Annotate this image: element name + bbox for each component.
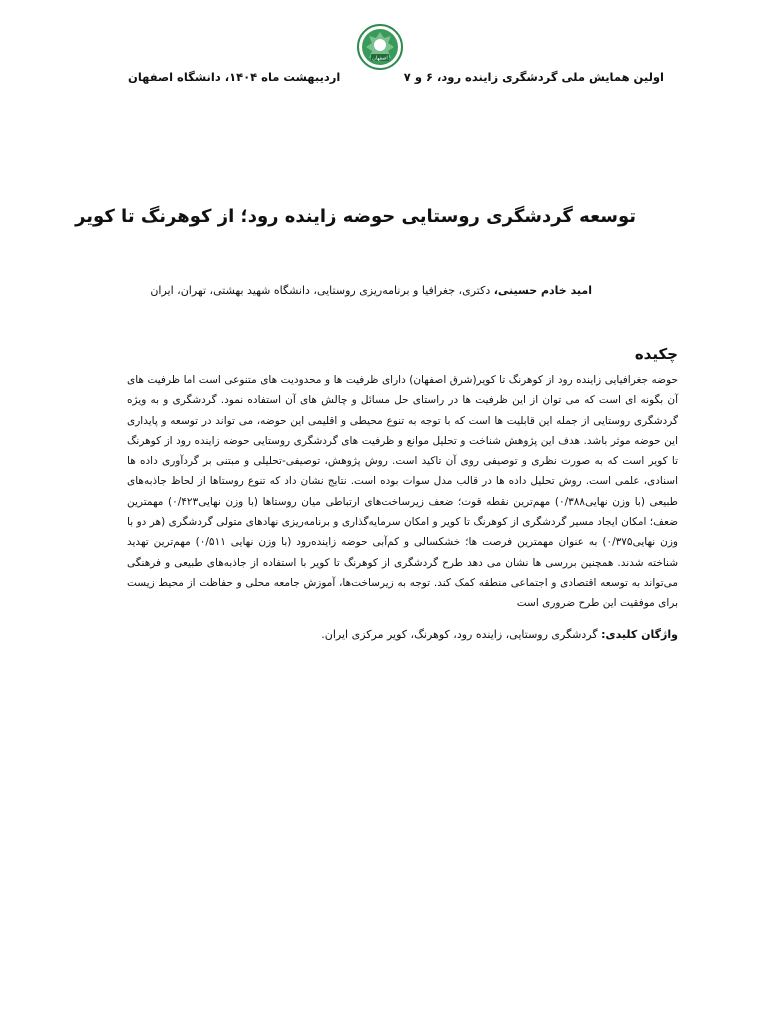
university-logo — [357, 24, 403, 70]
author-name: امید خادم حسینی، — [493, 284, 592, 297]
author-line — [120, 284, 592, 297]
abstract-heading: چکیده — [634, 345, 678, 363]
paper-title: توسعه گردشگری روستایی حوضه زاینده رود؛ از کوهرنگ تا کویر — [75, 206, 636, 227]
svg-text:اصفهان: اصفهان — [372, 55, 388, 62]
author-affiliation: دکتری، جغرافیا و برنامه‌ریزی روستایی، دانشگاه شهید بهشتی، تهران، ایران — [150, 284, 491, 297]
conference-date-venue: اردیبهشت ماه ۱۴۰۴، دانشگاه اصفهان — [128, 70, 341, 84]
page-header — [128, 70, 664, 90]
conference-name: اولین همایش ملی گردشگری زاینده رود، ۶ و ۷ — [403, 70, 664, 84]
keywords-line — [200, 628, 678, 641]
keywords-label: واژگان کلیدی: — [601, 628, 678, 641]
keywords-text: گردشگری روستایی، زاینده رود، کوهرنگ، کویر مرکزی ایران. — [321, 628, 598, 641]
abstract-body: حوضه جغرافیایی زاینده رود از کوهرنگ تا کویر(شرق اصفهان) دارای ظرفیت ها و محدودیت های متنوعی است اما ظرفیت های آن بگونه ای است که می توان از این ظرفیت ها در راستای حل مسائل و چالش های آن استفاده نمود. گردشگری و به ویژه گردشگری روستایی از جمله این قابلیت ها است که با توجه به تنوع محیطی و اقلیمی این حوضه، می تواند در توسعه و پایداری این حوضه موثر باشد. هدف این پژوهش شناخت و تحلیل موانع و ظرفیت های گردشگری روستایی حوضه زاینده رود از کوهرنگ تا کویر است که به صورت نظری و توصیفی روی آن تاکید است. روش پژوهش، توصیفی-تحلیلی و مبتنی بر گردآوری داده ها اسنادی، علمی است. روش تحلیل داده ها در قالب مدل سوات بوده است. نتایج نشان داد که تنوع روستاها از لحاظ جاذبه‌های طبیعی (با وزن نهایی۰/۳۸۸) مهم‌ترین نقطه قوت؛ ضعف زیرساخت‌های ارتباطی میان روستاها (با وزن نهایی۰/۴۲۳) مهمترین ضعف؛ امکان ایجاد مسیر گردشگری از کوهرنگ تا کویر و امکان سرمایه‌گذاری و برنامه‌ریزی نهادهای متولی گردشگری (هر دو با وزن نهایی۰/۳۷۵) به عنوان مهمترین فرصت ها؛ خشکسالی و کم‌آبی حوضه زاینده‌رود (با وزن نهایی ۰/۵۱۱) مهم‌ترین تهدید شناخته شدند. همچنین بررسی ها نشان می دهد طرح گردشگری از کوهرنگ تا کویر با استفاده از جاذبه‌های طبیعی و فرهنگی می‌تواند به توسعه اقتصادی و اجتماعی منطقه کمک کند. توجه به زیرساخت‌ها، آموزش جامعه محلی و حفاظت از محیط زیست برای موفقیت این طرح ضروری است — [127, 374, 678, 610]
